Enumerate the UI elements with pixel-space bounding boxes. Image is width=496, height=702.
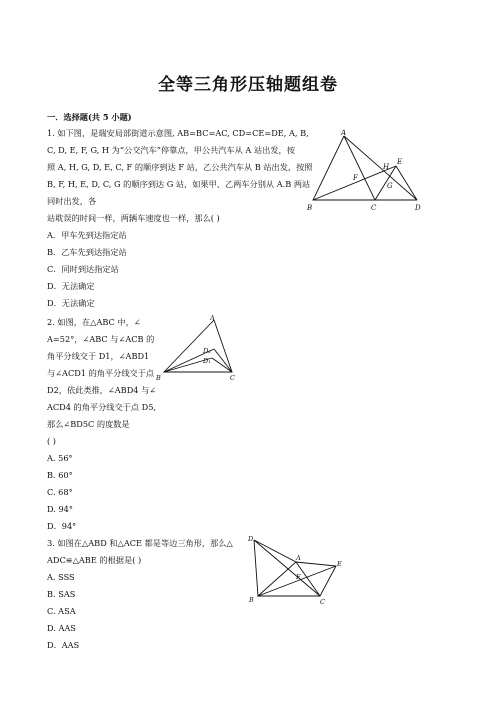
q1-option-c: C．同时到达指定站	[47, 264, 119, 274]
q3-label-a: A	[296, 554, 301, 562]
q3-triangle-abd	[254, 540, 296, 596]
page-title: 全等三角形压轴题组卷	[158, 75, 338, 95]
q1-label-h: H	[383, 163, 390, 171]
q1-line: C, D, E, F, G, H 为“公交汽车”停靠点，甲公共汽车从 A 站出发，按	[47, 145, 295, 155]
q3-line: 3. 如图在△ABD 和△ACE 都是等边三角形，那么△	[47, 538, 233, 548]
q2-option-b: B. 60°	[47, 470, 73, 480]
q1-triangle-abc	[313, 136, 375, 200]
q2-label-d2: D₂	[203, 347, 211, 355]
q3-option-c: C. ASA	[47, 606, 76, 616]
q1-label-c: C	[371, 204, 377, 212]
q2-figure	[156, 314, 242, 384]
q3-label-c: C	[320, 598, 325, 606]
q1-side-de	[396, 166, 417, 200]
q1-label-f: F	[353, 174, 358, 182]
q1-line: 1. 如下图，是瑞安局部街道示意图, AB=BC=AC, CD=CE=DE, A, B,	[47, 128, 309, 138]
q1-side-ce	[375, 166, 396, 200]
q3-option-a: A. SSS	[47, 572, 75, 582]
q3-line-dc	[254, 540, 320, 596]
q2-line: 角平分线交于 D1，∠ABD1	[47, 351, 150, 361]
q1-label-d: D	[415, 204, 421, 212]
q2-triangle-abc	[164, 320, 232, 372]
q2-option-d: D. 94°	[47, 504, 73, 514]
q2-line: 那么∠BD5C 的度数是	[47, 419, 130, 429]
q2-label-d1: D₁	[203, 357, 211, 365]
q1-option-a: A．甲车先到达指定站	[47, 230, 127, 240]
q3-figure	[246, 534, 348, 606]
q3-option-b: B. SAS	[47, 589, 76, 599]
q3-label-e: E	[337, 560, 342, 568]
q2-option-c: C. 68°	[47, 487, 73, 497]
q3-line-be	[258, 566, 336, 596]
q2-label-b: B	[156, 374, 161, 382]
section-heading: 一．选择题(共 5 小题)	[47, 112, 132, 122]
q2-line: 与∠ACD1 的角平分线交于点	[47, 368, 155, 378]
q1-line-be	[313, 166, 396, 200]
q1-line: B, F, H, E, D, C, G 的顺序到达 G 站，如果甲、乙两车分别从 A.B 两站	[47, 179, 311, 189]
q2-option-d-answer: D．94°	[47, 521, 77, 531]
q3-option-d: D. AAS	[47, 623, 76, 633]
q2-label-a: A	[210, 314, 215, 322]
q1-option-b: B．乙车先到达指定站	[47, 247, 127, 257]
q1-label-b: B	[307, 204, 313, 212]
q3-label-b: B	[249, 596, 254, 604]
q1-line: 同时出发，各	[47, 196, 97, 206]
q2-line: ( )	[47, 436, 56, 446]
q2-line: ACD4 的角平分线交于点 D5,	[47, 402, 157, 412]
q1-option-d: D．无法确定	[47, 281, 95, 291]
q1-line: 照 A, H, G, D, E, C, F 的顺序到达 F 站，乙公共汽车从 B 站出发，按照	[47, 162, 313, 172]
q2-label-c: C	[230, 374, 235, 382]
q3-option-d-answer: D．AAS	[47, 640, 80, 650]
q1-label-a: A	[341, 129, 347, 137]
q1-line: 站耽误的时间一样，两辆车速度也一样，那么( )	[47, 213, 220, 223]
q3-label-d: D	[248, 535, 254, 543]
q1-label-e: E	[397, 158, 403, 166]
q1-option-d-answer: D．无法确定	[47, 298, 95, 308]
q2-line: A=52°，∠ABC 与∠ACB 的	[47, 334, 155, 344]
q2-line: 2. 如图，在△ABC 中，∠	[47, 317, 141, 327]
q3-label-f: F	[296, 573, 301, 581]
q2-bisector-cd2	[214, 349, 232, 372]
q2-option-a: A. 56°	[47, 453, 73, 463]
q1-figure	[305, 128, 433, 216]
q1-label-g: G	[387, 182, 393, 190]
q3-line: ADC≌△ABE 的根据是( )	[47, 555, 142, 565]
q2-line: D2，依此类推，∠ABD4 与∠	[47, 385, 157, 395]
q2-bisector-cd1	[212, 358, 232, 372]
